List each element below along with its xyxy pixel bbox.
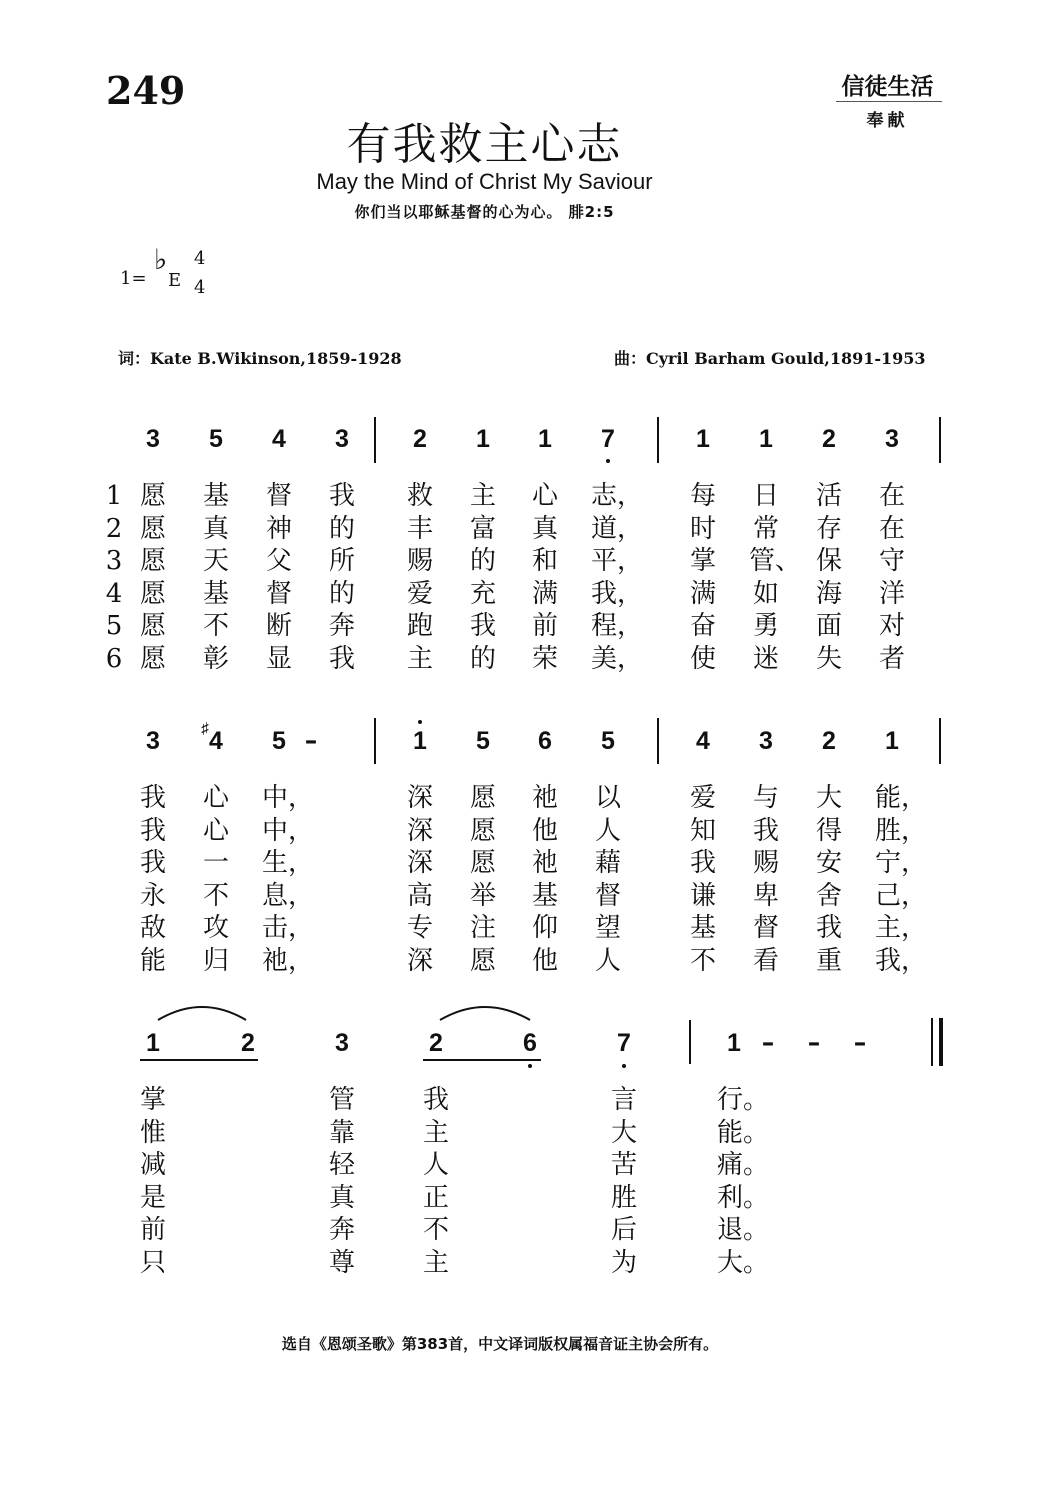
lyric-char: 得 bbox=[815, 815, 842, 846]
lyric-char: 我 bbox=[689, 848, 716, 879]
lyric-char: 日 bbox=[752, 481, 779, 511]
note-numeral: 2 bbox=[429, 1029, 443, 1057]
lyric-char: 督 bbox=[594, 880, 621, 911]
key-signature-lead: 1= bbox=[120, 268, 147, 289]
note-numeral: 5 bbox=[272, 727, 286, 755]
lyric-char: 祂 bbox=[531, 783, 558, 813]
hymn-title-chinese: 有我救主心志 bbox=[346, 119, 623, 170]
lyric-char: 基 bbox=[202, 578, 229, 609]
lyric-char: 愿 bbox=[139, 578, 166, 609]
bar-line bbox=[689, 1020, 691, 1064]
verse-number: 3 bbox=[105, 546, 123, 577]
lyric-char: 我， bbox=[591, 578, 644, 609]
lyric-char: 爱 bbox=[689, 783, 716, 813]
note-numeral: 1 bbox=[696, 425, 710, 453]
lyric-char: 人 bbox=[594, 946, 621, 976]
lyric-char: 是 bbox=[139, 1182, 166, 1213]
key-letter: E bbox=[168, 270, 182, 291]
lyric-char: 专 bbox=[406, 913, 433, 944]
lyric-char: 真 bbox=[531, 513, 558, 544]
lyric-char: 活 bbox=[815, 481, 842, 511]
verse-number: 2 bbox=[105, 513, 123, 544]
note-numeral: 4 bbox=[696, 727, 710, 755]
note-numeral: 3 bbox=[335, 425, 349, 453]
composer-credit: 曲：Cyril Barham Gould,1891-1953 bbox=[614, 349, 926, 368]
lyric-char: 守 bbox=[878, 546, 905, 577]
lyric-char: 督 bbox=[265, 578, 292, 609]
verse-number: 1 bbox=[105, 481, 123, 511]
lyric-char: 生， bbox=[262, 848, 315, 879]
lyric-char: 高 bbox=[406, 880, 433, 911]
lyric-char: 谦 bbox=[689, 880, 716, 911]
lyric-char: 我， bbox=[875, 946, 928, 976]
lyric-char: 心 bbox=[202, 815, 229, 846]
lyric-char: 深 bbox=[406, 946, 433, 976]
lyric-char: 深 bbox=[406, 848, 433, 879]
lyric-char: 使 bbox=[689, 644, 716, 674]
note-numeral: 2 bbox=[822, 425, 836, 453]
lyric-char: 大。 bbox=[717, 1248, 770, 1278]
lyric-char: 举 bbox=[469, 880, 496, 911]
lyric-char: 主 bbox=[406, 644, 433, 674]
lyric-char: 管、 bbox=[749, 546, 802, 577]
lyric-char: 深 bbox=[406, 815, 433, 846]
lyric-char: 显 bbox=[265, 644, 292, 674]
note-numeral: 1 bbox=[759, 425, 773, 453]
bar-line bbox=[939, 1018, 943, 1066]
lyric-char: 愿 bbox=[139, 481, 166, 511]
lyric-char: 真 bbox=[202, 513, 229, 544]
lyric-char: 我 bbox=[139, 783, 166, 813]
octave-dot bbox=[606, 459, 610, 463]
lyric-char: 愿 bbox=[139, 611, 166, 642]
lyric-char: 者 bbox=[878, 644, 905, 674]
lyric-char: 保 bbox=[815, 546, 842, 577]
lyric-char: 能 bbox=[139, 946, 166, 976]
note-numeral: 1 bbox=[146, 1029, 160, 1057]
lyric-char: 心 bbox=[531, 481, 558, 511]
lyric-char: 卑 bbox=[752, 880, 779, 911]
lyric-char: 的 bbox=[328, 513, 355, 544]
lyric-char: 勇 bbox=[752, 611, 779, 642]
lyric-char: 平， bbox=[591, 546, 644, 577]
lyric-char: 利。 bbox=[717, 1182, 770, 1213]
lyric-char: 丰 bbox=[406, 513, 433, 544]
lyric-char: 爱 bbox=[406, 578, 433, 609]
note-numeral: 1 bbox=[885, 727, 899, 755]
lyric-char: 时 bbox=[689, 513, 716, 544]
note-numeral: 3 bbox=[885, 425, 899, 453]
lyric-char: 靠 bbox=[328, 1117, 355, 1148]
lyric-char: 我 bbox=[469, 611, 496, 642]
lyric-char: 我 bbox=[139, 848, 166, 879]
lyric-char: 只 bbox=[139, 1248, 166, 1278]
lyric-char: 仰 bbox=[531, 913, 558, 944]
lyric-char: 胜 bbox=[610, 1182, 637, 1213]
lyric-char: 大 bbox=[815, 783, 842, 813]
lyric-char: 退。 bbox=[717, 1215, 770, 1246]
bar-line bbox=[939, 417, 941, 463]
note-numeral: 3 bbox=[146, 727, 160, 755]
lyric-char: 失 bbox=[815, 644, 842, 674]
lyric-char: 我 bbox=[328, 644, 355, 674]
lyric-char: 安 bbox=[815, 848, 842, 879]
slur-arc bbox=[440, 1000, 530, 1024]
lyric-char: 基 bbox=[689, 913, 716, 944]
lyric-char: 人 bbox=[422, 1150, 449, 1181]
note-numeral: 5 bbox=[601, 727, 615, 755]
lyric-char: 永 bbox=[139, 880, 166, 911]
lyric-char: 愿 bbox=[139, 546, 166, 577]
lyric-char: 掌 bbox=[689, 546, 716, 577]
lyric-char: 主 bbox=[422, 1117, 449, 1148]
bar-line bbox=[939, 718, 941, 764]
lyric-char: 敌 bbox=[139, 913, 166, 944]
verse-number: 4 bbox=[105, 578, 123, 609]
lyric-char: 迷 bbox=[752, 644, 779, 674]
lyric-char: 苦 bbox=[610, 1150, 637, 1181]
note-numeral: 3 bbox=[759, 727, 773, 755]
lyric-char: 父 bbox=[265, 546, 292, 577]
note-numeral: 7 bbox=[601, 425, 615, 453]
lyric-char: 满 bbox=[531, 578, 558, 609]
lyric-char: 祂 bbox=[531, 848, 558, 879]
bar-line bbox=[374, 417, 376, 463]
note-numeral: 6 bbox=[523, 1029, 537, 1057]
time-signature-bottom: 4 bbox=[194, 277, 206, 298]
lyric-char: 能。 bbox=[717, 1117, 770, 1148]
lyric-char: 的 bbox=[328, 578, 355, 609]
note-numeral: 7 bbox=[617, 1029, 631, 1057]
lyric-char: 奔 bbox=[328, 611, 355, 642]
lyric-char: 掌 bbox=[139, 1085, 166, 1115]
beam-underline bbox=[140, 1059, 258, 1061]
lyric-char: 前 bbox=[531, 611, 558, 642]
lyric-char: 他 bbox=[531, 946, 558, 976]
lyric-char: 息， bbox=[262, 880, 315, 911]
note-numeral: 5 bbox=[209, 425, 223, 453]
beam-underline bbox=[423, 1059, 541, 1061]
lyric-char: 如 bbox=[752, 578, 779, 609]
note-numeral: 1 bbox=[476, 425, 490, 453]
hold-dash: – bbox=[853, 1028, 867, 1057]
lyric-char: 赐 bbox=[752, 848, 779, 879]
lyric-char: 归 bbox=[202, 946, 229, 976]
lyric-char: 每 bbox=[689, 481, 716, 511]
lyric-char: 对 bbox=[878, 611, 905, 642]
lyric-char: 正 bbox=[422, 1182, 449, 1213]
lyric-char: 美， bbox=[591, 644, 644, 674]
lyric-char: 充 bbox=[469, 578, 496, 609]
lyric-char: 和 bbox=[531, 546, 558, 577]
hold-dash: – bbox=[807, 1028, 821, 1057]
key-flat-sign: ♭ bbox=[154, 243, 168, 276]
lyric-char: 重 bbox=[815, 946, 842, 976]
lyric-char: 志， bbox=[591, 481, 644, 511]
lyric-char: 胜， bbox=[875, 815, 928, 846]
lyric-char: 前 bbox=[139, 1215, 166, 1246]
hymn-number: 249 bbox=[106, 68, 186, 113]
lyric-char: 宁， bbox=[875, 848, 928, 879]
lyric-char: 奋 bbox=[689, 611, 716, 642]
slur-arc bbox=[158, 1000, 246, 1024]
lyric-char: 不 bbox=[422, 1215, 449, 1246]
lyric-char: 知 bbox=[689, 815, 716, 846]
sharp-sign: ♯ bbox=[201, 720, 209, 737]
note-numeral: 1 bbox=[413, 727, 427, 755]
lyric-char: 中， bbox=[262, 783, 315, 813]
lyric-char: 赐 bbox=[406, 546, 433, 577]
note-numeral: 5 bbox=[476, 727, 490, 755]
bar-line bbox=[374, 718, 376, 764]
lyric-char: 他 bbox=[531, 815, 558, 846]
lyric-char: 后 bbox=[610, 1215, 637, 1246]
lyric-char: 督 bbox=[752, 913, 779, 944]
lyric-char: 能， bbox=[875, 783, 928, 813]
lyric-char: 的 bbox=[469, 644, 496, 674]
lyric-char: 救 bbox=[406, 481, 433, 511]
verse-number: 5 bbox=[105, 611, 123, 642]
lyric-char: 轻 bbox=[328, 1150, 355, 1181]
note-numeral: 4 bbox=[272, 425, 286, 453]
lyric-char: 惟 bbox=[139, 1117, 166, 1148]
bar-line bbox=[657, 718, 659, 764]
note-numeral: 3 bbox=[146, 425, 160, 453]
bar-line bbox=[657, 417, 659, 463]
lyric-char: 痛。 bbox=[717, 1150, 770, 1181]
bar-line bbox=[931, 1018, 933, 1066]
lyric-char: 注 bbox=[469, 913, 496, 944]
lyric-char: 我 bbox=[422, 1085, 449, 1115]
lyric-char: 舍 bbox=[815, 880, 842, 911]
lyric-char: 看 bbox=[752, 946, 779, 976]
lyric-char: 与 bbox=[752, 783, 779, 813]
category-label: 信徒生活 bbox=[841, 73, 934, 100]
verse-number: 6 bbox=[105, 644, 123, 674]
scripture-verse: 你们当以耶稣基督的心为心。 腓2:5 bbox=[354, 203, 615, 221]
time-signature-top: 4 bbox=[194, 248, 206, 269]
lyric-char: 以 bbox=[594, 783, 621, 813]
lyric-char: 减 bbox=[139, 1150, 166, 1181]
octave-dot bbox=[528, 1064, 532, 1068]
note-numeral: 3 bbox=[335, 1029, 349, 1057]
lyric-char: 人 bbox=[594, 815, 621, 846]
lyric-char: 荣 bbox=[531, 644, 558, 674]
lyric-char: 藉 bbox=[594, 848, 621, 879]
lyric-char: 愿 bbox=[139, 644, 166, 674]
lyric-char: 言 bbox=[610, 1085, 637, 1115]
lyric-char: 心 bbox=[202, 783, 229, 813]
lyric-char: 愿 bbox=[139, 513, 166, 544]
lyric-char: 常 bbox=[752, 513, 779, 544]
lyric-char: 大 bbox=[610, 1117, 637, 1148]
octave-dot bbox=[418, 720, 422, 724]
lyric-char: 愿 bbox=[469, 946, 496, 976]
lyric-char: 不 bbox=[689, 946, 716, 976]
hold-dash: – bbox=[761, 1028, 775, 1057]
lyric-char: 中， bbox=[262, 815, 315, 846]
note-numeral: 2 bbox=[822, 727, 836, 755]
lyric-char: 攻 bbox=[202, 913, 229, 944]
lyric-char: 跑 bbox=[406, 611, 433, 642]
lyric-char: 管 bbox=[328, 1085, 355, 1115]
lyric-char: 面 bbox=[815, 611, 842, 642]
lyric-char: 督 bbox=[265, 481, 292, 511]
lyric-char: 基 bbox=[202, 481, 229, 511]
lyric-char: 为 bbox=[610, 1248, 637, 1278]
lyric-char: 彰 bbox=[202, 644, 229, 674]
copyright-footer: 选自《恩颂圣歌》第383首，中文译词版权属福音证主协会所有。 bbox=[281, 1335, 719, 1353]
lyric-char: 满 bbox=[689, 578, 716, 609]
lyric-char: 天 bbox=[202, 546, 229, 577]
lyric-char: 主， bbox=[875, 913, 928, 944]
lyric-char: 在 bbox=[878, 481, 905, 511]
lyric-char: 主 bbox=[422, 1248, 449, 1278]
lyric-char: 海 bbox=[815, 578, 842, 609]
lyric-char: 我 bbox=[752, 815, 779, 846]
lyric-char: 神 bbox=[265, 513, 292, 544]
lyric-char: 程， bbox=[591, 611, 644, 642]
note-numeral: 4 bbox=[209, 727, 223, 755]
note-numeral: 2 bbox=[413, 425, 427, 453]
lyric-char: 深 bbox=[406, 783, 433, 813]
lyric-char: 断 bbox=[265, 611, 292, 642]
lyric-char: 存 bbox=[815, 513, 842, 544]
lyric-char: 奔 bbox=[328, 1215, 355, 1246]
note-numeral: 1 bbox=[727, 1029, 741, 1057]
octave-dot bbox=[622, 1064, 626, 1068]
lyric-char: 我 bbox=[815, 913, 842, 944]
lyric-char: 所 bbox=[328, 546, 355, 577]
lyric-char: 一 bbox=[202, 848, 229, 879]
lyricist-credit: 词：Kate B.Wikinson,1859-1928 bbox=[118, 349, 402, 368]
lyric-char: 主 bbox=[469, 481, 496, 511]
lyric-char: 真 bbox=[328, 1182, 355, 1213]
lyric-char: 己， bbox=[875, 880, 928, 911]
lyric-char: 愿 bbox=[469, 848, 496, 879]
lyric-char: 道， bbox=[591, 513, 644, 544]
lyric-char: 行。 bbox=[717, 1085, 770, 1115]
lyric-char: 洋 bbox=[878, 578, 905, 609]
lyric-char: 击， bbox=[262, 913, 315, 944]
hymn-title-english: May the Mind of Christ My Saviour bbox=[316, 169, 653, 194]
subcategory-label: 奉献 bbox=[866, 111, 909, 131]
lyric-char: 不 bbox=[202, 880, 229, 911]
lyric-char: 我 bbox=[328, 481, 355, 511]
lyric-char: 祂， bbox=[262, 946, 315, 976]
note-numeral: 2 bbox=[241, 1029, 255, 1057]
lyric-char: 愿 bbox=[469, 815, 496, 846]
lyric-char: 在 bbox=[878, 513, 905, 544]
lyric-char: 我 bbox=[139, 815, 166, 846]
note-numeral: 1 bbox=[538, 425, 552, 453]
lyric-char: 愿 bbox=[469, 783, 496, 813]
hold-dash: – bbox=[304, 726, 318, 755]
lyric-char: 的 bbox=[469, 546, 496, 577]
note-numeral: 6 bbox=[538, 727, 552, 755]
lyric-char: 尊 bbox=[328, 1248, 355, 1278]
lyric-char: 望 bbox=[594, 913, 621, 944]
lyric-char: 富 bbox=[469, 513, 496, 544]
lyric-char: 基 bbox=[531, 880, 558, 911]
lyric-char: 不 bbox=[202, 611, 229, 642]
